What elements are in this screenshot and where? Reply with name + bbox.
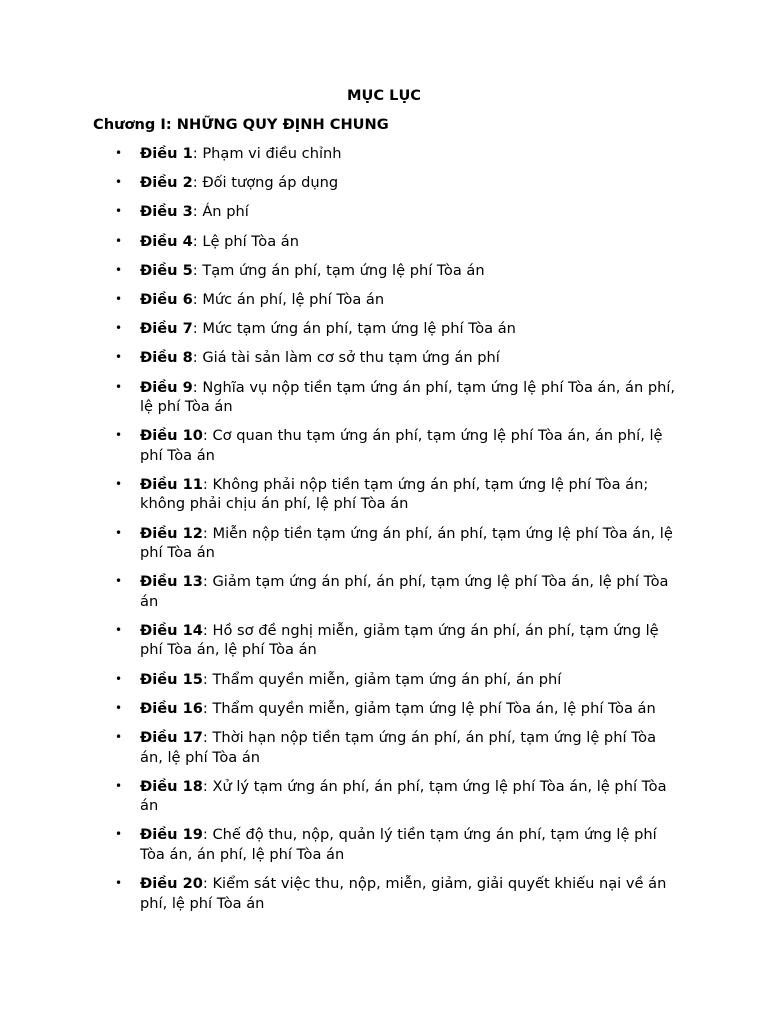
list-item — [93, 475, 683, 514]
bullet-icon: • — [115, 876, 123, 891]
list-item — [93, 524, 683, 563]
article-number: Điều 7 — [140, 320, 193, 338]
list-item — [93, 144, 683, 164]
article-title: : Hồ sơ đề nghị miễn, giảm tạm ứng án phí, án phí, tạm ứng lệ phí Tòa án, lệ phí Tòa án — [140, 621, 659, 659]
bullet-icon: • — [115, 671, 123, 686]
article-number: Điều 12 — [140, 524, 203, 542]
bullet-icon: • — [115, 321, 123, 336]
article-number: Điều 8 — [140, 349, 193, 367]
page-title: MỤC LỤC — [346, 87, 422, 104]
bullet-icon: • — [115, 778, 123, 793]
bullet-icon: • — [115, 233, 123, 248]
bullet-icon: • — [115, 428, 123, 443]
article-title: : Thẩm quyền miễn, giảm tạm ứng án phí, án phí — [202, 670, 562, 688]
bullet-icon: • — [115, 622, 123, 637]
list-item — [93, 728, 683, 767]
article-title: : Mức tạm ứng án phí, tạm ứng lệ phí Tòa án — [192, 320, 516, 338]
bullet-icon: • — [115, 146, 123, 160]
article-number: Điều 20 — [140, 875, 203, 893]
list-item — [93, 232, 683, 252]
article-title: : Không phải nộp tiền tạm ứng án phí, tạm ứng lệ phí Tòa án; không phải chịu án phí, lệ phí Tòa án — [140, 475, 649, 513]
list-item — [93, 777, 683, 816]
bullet-icon: • — [115, 700, 123, 715]
article-title: : Thẩm quyền miễn, giảm tạm ứng lệ phí Tòa án, lệ phí Tòa án — [202, 699, 656, 717]
article-number: Điều 15 — [140, 670, 203, 688]
list-item — [93, 874, 683, 913]
list-item — [93, 426, 683, 465]
bullet-icon: • — [115, 175, 123, 190]
article-number: Điều 17 — [140, 729, 203, 746]
article-title: : Nghĩa vụ nộp tiền tạm ứng án phí, tạm ứng lệ phí Tòa án, án phí, lệ phí Tòa án — [140, 378, 676, 415]
bullet-icon: • — [115, 262, 123, 277]
bullet-icon: • — [115, 204, 123, 219]
article-title: : Kiểm sát việc thu, nộp, miễn, giảm, giải quyết khiếu nại về án phí, lệ phí Tòa án — [140, 875, 667, 912]
article-number: Điều 10 — [140, 427, 203, 445]
article-title: : Phạm vi điều chỉnh — [192, 145, 342, 162]
article-title: : Chế độ thu, nộp, quản lý tiền tạm ứng án phí, tạm ứng lệ phí Tòa án, án phí, lệ phí Tòa án — [140, 826, 657, 863]
list-item — [93, 348, 683, 368]
list-item — [93, 825, 683, 864]
article-title: : Lệ phí Tòa án — [192, 232, 299, 250]
article-title: : Mức án phí, lệ phí Tòa án — [192, 290, 385, 308]
article-title: : Giảm tạm ứng án phí, án phí, tạm ứng lệ phí Tòa án, lệ phí Tòa án — [140, 573, 669, 610]
article-title: : Giá tài sản làm cơ sở thu tạm ứng án phí — [192, 349, 500, 367]
article-number: Điều 1 — [140, 145, 193, 162]
article-title: : Xử lý tạm ứng án phí, án phí, tạm ứng lệ phí Tòa án, lệ phí Tòa án — [140, 777, 667, 815]
bullet-icon: • — [115, 350, 123, 365]
article-number: Điều 11 — [140, 475, 203, 493]
table-of-contents — [93, 144, 683, 923]
article-number: Điều 13 — [140, 573, 203, 591]
list-item — [93, 670, 683, 690]
bullet-icon: • — [115, 476, 123, 491]
list-item — [93, 699, 683, 719]
article-title: : Cơ quan thu tạm ứng án phí, tạm ứng lệ phí Tòa án, án phí, lệ phí Tòa án — [140, 427, 663, 464]
bullet-icon: • — [115, 525, 123, 540]
article-number: Điều 3 — [140, 203, 193, 221]
list-item — [93, 202, 683, 222]
article-number: Điều 9 — [140, 378, 193, 396]
article-number: Điều 14 — [140, 621, 203, 639]
list-item — [93, 173, 683, 193]
article-title: : Tạm ứng án phí, tạm ứng lệ phí Tòa án — [192, 261, 485, 279]
list-item — [93, 621, 683, 660]
list-item — [93, 378, 683, 417]
list-item — [93, 319, 683, 339]
article-number: Điều 16 — [140, 699, 203, 717]
article-number: Điều 4 — [140, 232, 193, 250]
article-number: Điều 6 — [140, 290, 193, 308]
bullet-icon: • — [115, 574, 123, 589]
article-title: : Án phí — [192, 203, 249, 221]
bullet-icon: • — [115, 291, 123, 306]
list-item — [93, 290, 683, 310]
list-item — [93, 261, 683, 281]
article-number: Điều 5 — [140, 261, 193, 279]
article-number: Điều 2 — [140, 174, 193, 192]
bullet-icon: • — [115, 379, 123, 394]
article-title: : Miễn nộp tiền tạm ứng án phí, án phí, tạm ứng lệ phí Tòa án, lệ phí Tòa án — [140, 524, 673, 562]
article-number: Điều 18 — [140, 777, 203, 795]
article-title: : Thời hạn nộp tiền tạm ứng án phí, án phí, tạm ứng lệ phí Tòa án, lệ phí Tòa án — [140, 729, 657, 766]
list-item — [93, 572, 683, 611]
bullet-icon: • — [115, 827, 123, 842]
bullet-icon: • — [115, 730, 123, 744]
article-title: : Đối tượng áp dụng — [192, 174, 339, 192]
article-number: Điều 19 — [140, 826, 203, 844]
chapter-heading: Chương I: NHỮNG QUY ĐỊNH CHUNG — [93, 116, 389, 133]
